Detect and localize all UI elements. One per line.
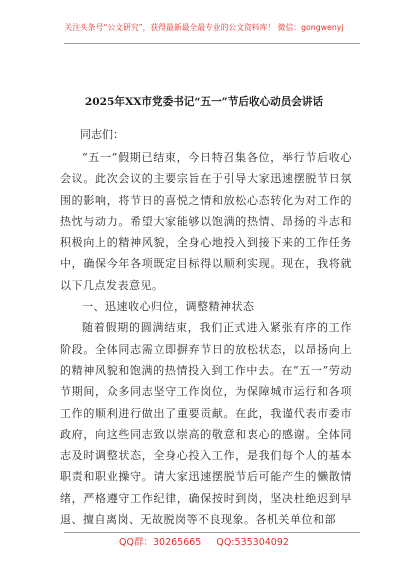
salutation: 同志们：: [80, 128, 124, 141]
paragraph-section-1: 随着假期的圆满结束，我们正式进入紧张有序的工作阶段。全体同志需立即摒弃节日的放松状态，以昂扬向上的精神风貌和饱满的热情投入到工作中去。在“五一”劳动节期间，众多同志坚守工作岗位，为保障城市运行和各项工作的顺利进行做出了重要贡献。在此，我谨代表市委市政府，向这些同志致以崇高的敬意和衷心的感谢。全体同志及时调整状态，全身心投入工作，是我们每个人的基本职责和职业操守。请大家迅速摆脱节后可能产生的懒散情绪，严格遵守工作纪律，确保按时到岗，坚决杜绝迟到早退、擅自离岗、无故脱岗等不良现象。各机关单位和部: [60, 321, 352, 527]
paragraph-intro: “五一”假期已结束，今日特召集各位，举行节后收心会议。此次会议的主要宗旨在于引导大家迅速摆脱节日氛围的影响，将节日的喜悦之情和放松心态转化为对工作的热忱与动力。希望大家能够以饱满的热情、昂扬的斗志和积极向上的精神风貌，全身心地投入到接下来的工作任务中，确保今年各项既定目标得以顺利实现。现在，我将就以下几点发表意见。: [60, 151, 352, 292]
footer-contact: [0, 534, 408, 548]
document-title: 2025年XX市党委书记“五一”节后收心动员会讲话: [84, 96, 324, 108]
footer-qq: QQ:535304092: [216, 537, 289, 548]
document-body: [60, 147, 352, 530]
footer-qq-group: QQ群：30265665: [119, 537, 202, 548]
section-heading-1: 一、迅速收心归位，调整精神状态: [82, 300, 255, 314]
footer-divider: [64, 532, 360, 533]
header-banner: 关注头条号“公文研究”，获得最新最全最专业的公文资料库！ 微信：gongwenyj: [64, 23, 344, 32]
header-divider: [64, 43, 360, 44]
